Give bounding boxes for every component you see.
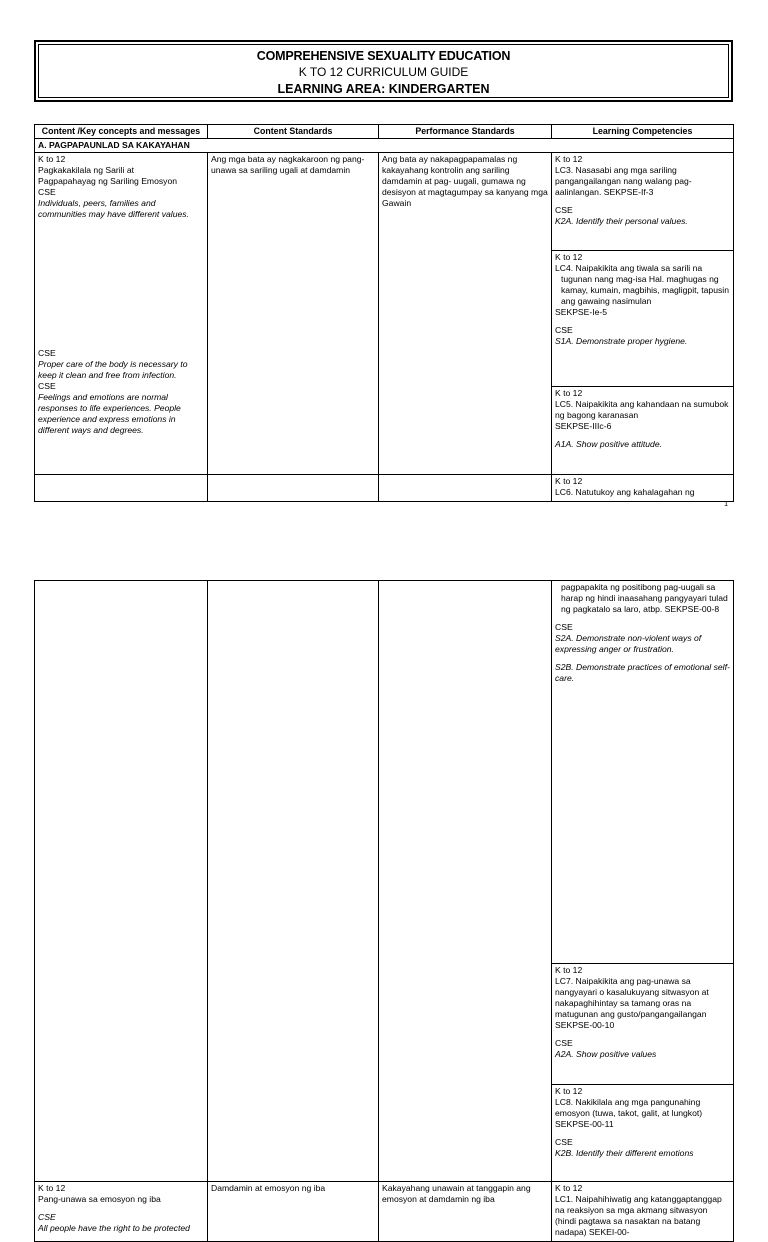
column-header: Learning Competencies bbox=[552, 125, 734, 139]
performance-standard-cell bbox=[379, 581, 552, 1182]
competency-cell: K to 12 LC7. Naipakikita ang pag-unawa sa nangyayari o kasalukuyang sitwasyon at nakapaghihintay sa tamang oras na matugunan ang gusto/pangangailangan SEKPSE-00-10 CSE A2A. Show positive values bbox=[552, 964, 734, 1085]
column-header: Content Standards bbox=[208, 125, 379, 139]
page-2 bbox=[0, 520, 768, 1237]
content-cell bbox=[35, 581, 208, 1182]
performance-standard-cell: Ang bata ay nakapagpapamalas ng kakayahang kontrolin ang sariling damdamin at pag- uugali, gumawa ng desisyon at magtagumpay sa kanyang mga Gawain bbox=[379, 153, 552, 475]
section-title: A. PAGPAPAUNLAD SA KAKAYAHAN bbox=[35, 139, 734, 153]
curriculum-table-continued bbox=[34, 580, 734, 1242]
document-title: COMPREHENSIVE SEXUALITY EDUCATION bbox=[256, 49, 511, 63]
content-standard-cell bbox=[208, 475, 379, 502]
competency-cell: K to 12 LC8. Nakikilala ang mga pangunahing emosyon (tuwa, takot, galit, at lungkot) SEKPSE-00-11 CSE K2B. Identify their different emotions bbox=[552, 1085, 734, 1182]
table-row bbox=[35, 581, 734, 964]
section-row bbox=[35, 139, 734, 153]
competency-cell: pagpapakita ng positibong pag-uugali sa harap ng hindi inaasahang pangyayari tulad ng pagkatalo sa laro, atbp. SEKPSE-00-8 CSE S2A. Demonstrate non-violent ways of expressing anger or frustration. S2B. Demonstrate practices of emotional self-care. bbox=[552, 581, 734, 964]
table-header-row bbox=[35, 125, 734, 139]
competency-cell: K to 12 LC5. Naipakikita ang kahandaan na sumubok ng bagong karanasan SEKPSE-IIIc-6 A1A. Show positive attitude. bbox=[552, 387, 734, 475]
competency-cell: K to 12 LC3. Nasasabi ang mga sariling pangangailangan nang walang pag-aalinlangan. SEKPSE-If-3 CSE K2A. Identify their personal values. bbox=[552, 153, 734, 251]
table-row bbox=[35, 1182, 734, 1242]
competency-cell: K to 12 LC6. Natutukoy ang kahalagahan ng bbox=[552, 475, 734, 502]
content-cell: K to 12 Pang-unawa sa emosyon ng iba CSE All people have the right to be protected bbox=[35, 1182, 208, 1242]
competency-cell: K to 12 LC4. Naipakikita ang tiwala sa sarili na tugunan nang mag-isa Hal. maghugas ng kamay, kumain, magbihis, magligpit, tapusin ang gawaing nasimulan SEKPSE-Ie-5 CSE S1A. Demonstrate proper hygiene. bbox=[552, 251, 734, 387]
content-standard-cell: Damdamin at emosyon ng iba bbox=[208, 1182, 379, 1242]
content-standard-cell: Ang mga bata ay nagkakaroon ng pang-unawa sa sariling ugali at damdamin bbox=[208, 153, 379, 475]
document-subtitle: K TO 12 CURRICULUM GUIDE bbox=[298, 65, 469, 79]
document-header bbox=[34, 40, 733, 102]
table-row bbox=[35, 153, 734, 251]
competency-cell: K to 12 LC1. Naipahihiwatig ang katanggaptanggap na reaksiyon sa mga akmang sitwasyon (hindi pagtawa sa nasaktan na batang nadapa) SEKEI-00- bbox=[552, 1182, 734, 1242]
content-standard-cell bbox=[208, 581, 379, 1182]
page-number: 1 bbox=[724, 501, 728, 508]
content-cell bbox=[35, 475, 208, 502]
column-header: Content /Key concepts and messages bbox=[35, 125, 208, 139]
curriculum-table bbox=[34, 124, 734, 502]
learning-area: LEARNING AREA: KINDERGARTEN bbox=[277, 82, 490, 96]
page-1 bbox=[0, 0, 768, 520]
performance-standard-cell bbox=[379, 475, 552, 502]
content-cell: K to 12 Pagkakakilala ng Sarili at Pagpapahayag ng Sariling Emosyon CSE Individuals, peers, families and communities may have different values. CSE Proper care of the body is necessary to keep it clean and free from infection. CSE Feelings and emotions are normal responses to life experiences. People experience and express emotions in different ways and degrees. bbox=[35, 153, 208, 475]
table-row bbox=[35, 475, 734, 502]
column-header: Performance Standards bbox=[379, 125, 552, 139]
performance-standard-cell: Kakayahang unawain at tanggapin ang emosyon at damdamin ng iba bbox=[379, 1182, 552, 1242]
